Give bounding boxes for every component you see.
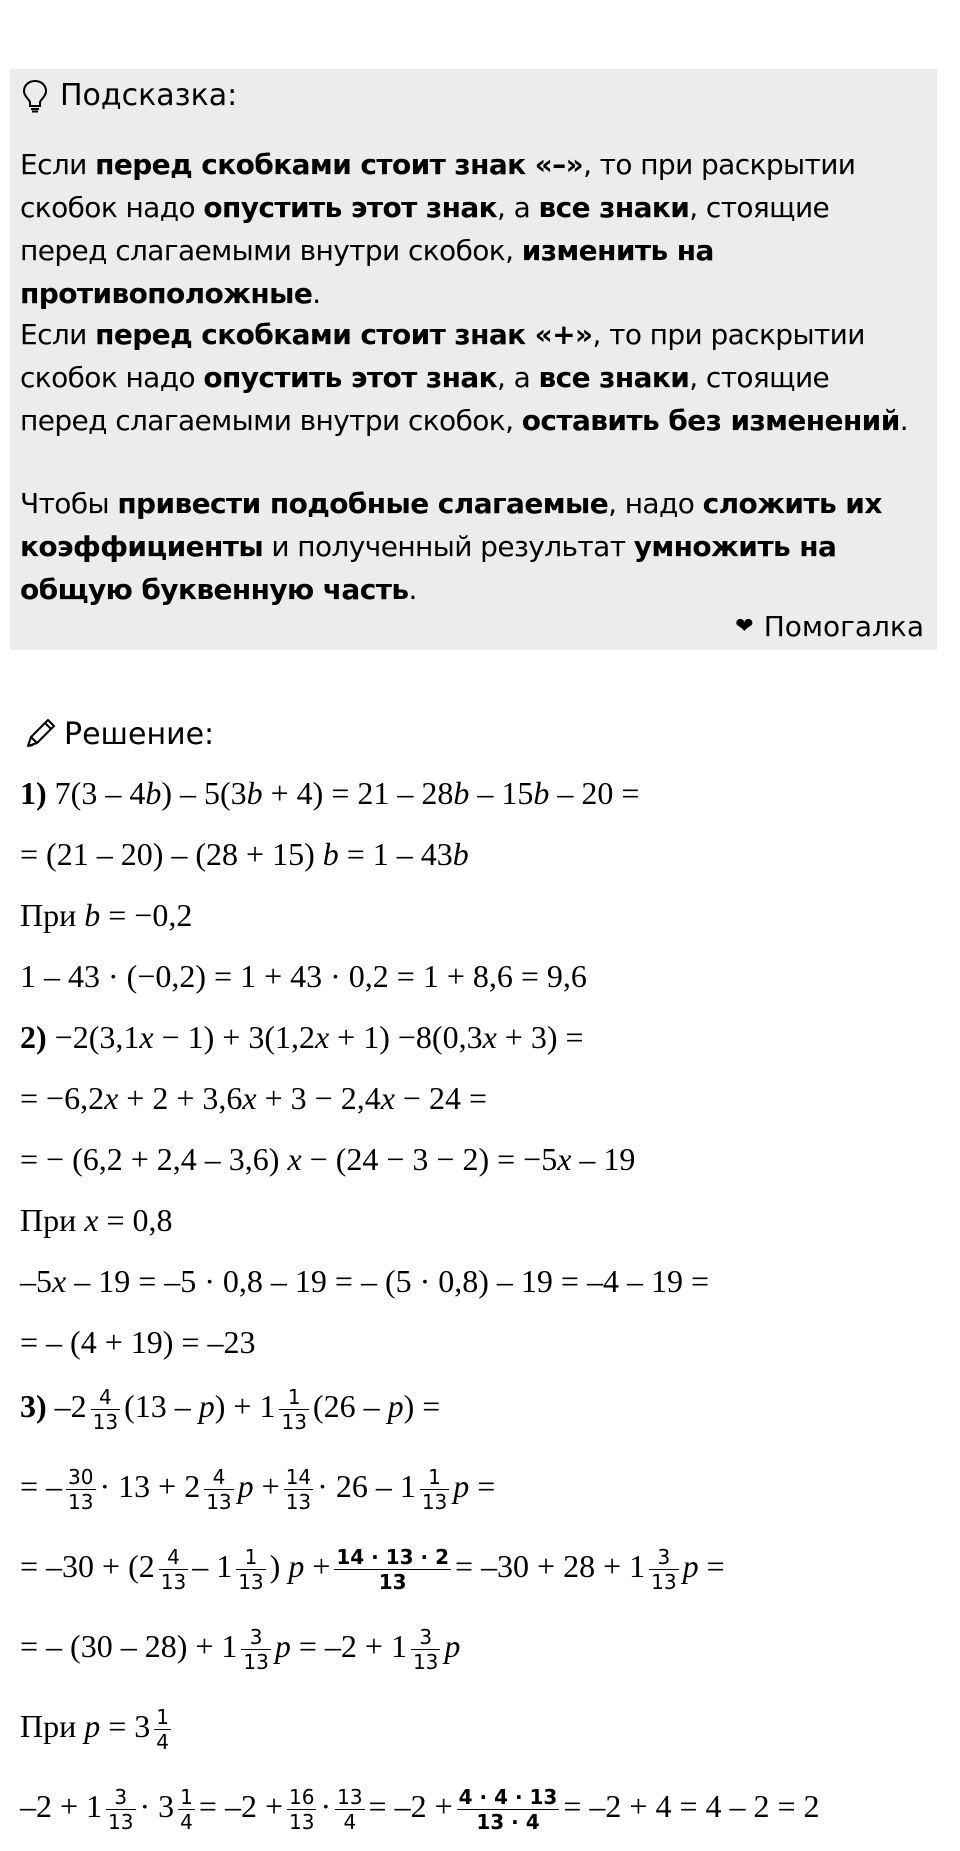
expression-text: + <box>253 1467 280 1504</box>
variable: p <box>274 1627 291 1664</box>
variable: x <box>242 1080 257 1116</box>
fraction-denominator: 13 <box>651 1570 677 1594</box>
fraction-numerator: 3 <box>106 1785 135 1810</box>
fraction-numerator: 4 · 4 · 13 <box>458 1785 558 1809</box>
variable: x <box>380 1080 395 1116</box>
variable: p <box>288 1547 305 1584</box>
fraction-numerator: 1 <box>180 1785 193 1809</box>
expression-text: = −0,2 <box>100 897 193 933</box>
expression-text: = 3 <box>100 1707 151 1744</box>
expression-text: = (21 – 20) – (28 + 15) <box>20 836 323 872</box>
step-number: 1) <box>20 775 47 811</box>
expression-text: – 19 <box>571 1141 636 1177</box>
fraction <box>241 1625 270 1674</box>
hint-text: Если <box>20 318 96 351</box>
hint-text: , стоящие перед слагаемыми внутри скобок, <box>20 361 830 437</box>
expression-text: = – <box>20 1467 63 1504</box>
variable: p <box>444 1627 461 1664</box>
fraction-numerator: 1 <box>156 1705 170 1729</box>
variable: x <box>557 1141 572 1177</box>
variable: b <box>322 836 339 872</box>
solution-line <box>20 1385 440 1434</box>
expression-text: = –2 + 4 = 4 – 2 = 2 <box>563 1787 820 1824</box>
fraction-numerator: 4 <box>204 1465 233 1490</box>
fraction-denominator: 13 · 4 <box>476 1810 540 1834</box>
expression-text: (26 – <box>312 1387 388 1424</box>
fraction <box>159 1545 188 1594</box>
fraction <box>287 1785 316 1834</box>
expression-text: = –30 + (2 <box>20 1547 155 1584</box>
fraction-denominator: 4 <box>343 1810 357 1834</box>
variable: p <box>198 1387 215 1424</box>
variable: x <box>139 1019 154 1055</box>
hint-bold-text: все знаки <box>538 191 690 224</box>
expression-text: – 1 <box>192 1547 233 1584</box>
variable: b <box>452 836 469 872</box>
expression-text: При <box>20 897 85 933</box>
expression-text: − (24 − 3 − 2) = −5 <box>301 1141 558 1177</box>
solution-line <box>20 1263 709 1300</box>
variable: x <box>52 1263 67 1299</box>
fraction-numerator: 13 <box>337 1785 363 1809</box>
solution-line <box>20 1465 495 1514</box>
fraction <box>284 1465 313 1514</box>
fraction <box>236 1545 265 1594</box>
fraction-denominator: 13 <box>285 1490 312 1514</box>
variable: p <box>453 1467 470 1504</box>
expression-text: ) = <box>403 1387 441 1424</box>
fraction-numerator: 4 <box>159 1545 188 1570</box>
step-number: 3) <box>20 1387 47 1424</box>
variable: b <box>246 775 263 811</box>
hint-bold-text: умножить на общую буквенную часть <box>20 530 837 606</box>
solution-line <box>20 958 587 995</box>
solution-line <box>20 1545 725 1594</box>
solution-line <box>20 1705 175 1754</box>
fraction-numerator: 16 <box>288 1785 315 1809</box>
expression-text: 7(3 – 4 <box>46 775 146 811</box>
fraction-denominator: 13 <box>281 1410 307 1434</box>
fraction <box>457 1785 560 1834</box>
expression-text: + 3) = <box>496 1019 584 1055</box>
expression-text: –2 <box>46 1387 87 1424</box>
fraction-numerator: 30 <box>68 1465 94 1489</box>
expression-text: При <box>20 1707 85 1744</box>
hint-bold-text: перед скобками стоит знак «+» <box>95 318 593 351</box>
solution-line <box>20 775 639 812</box>
hint-title: Подсказка: <box>60 78 238 113</box>
expression-text: · 3 <box>139 1787 175 1824</box>
credit-label: Помогалка <box>763 610 924 643</box>
hint-text: и полученный результат <box>263 530 634 563</box>
expression-text: + 4) = 21 – 28 <box>262 775 454 811</box>
expression-text: ) <box>269 1547 289 1584</box>
expression-text: ) – 5(3 <box>161 775 247 811</box>
hint-bold-text: перед скобками стоит знак «–» <box>95 148 584 181</box>
expression-text: – 20 = <box>549 775 640 811</box>
hint-bold-text: опустить этот знак <box>203 191 498 224</box>
expression-text: = –2 + 1 <box>290 1627 407 1664</box>
fraction-numerator: 3 <box>241 1625 270 1650</box>
hint-paragraph-minus <box>20 143 920 315</box>
expression-text: –2 + 1 <box>20 1787 103 1824</box>
expression-text: = – (30 – 28) + 1 <box>20 1627 238 1664</box>
expression-text: + 1) −8(0,3 <box>329 1019 483 1055</box>
hint-text: , а <box>497 361 539 394</box>
pencil-icon <box>22 716 58 752</box>
fraction <box>178 1785 195 1834</box>
fraction-numerator: 3 <box>649 1545 678 1570</box>
fraction-numerator: 14 · 13 · 2 <box>336 1545 449 1569</box>
fraction <box>106 1785 135 1834</box>
fraction <box>204 1465 233 1514</box>
expression-text: = – (4 + 19) = –23 <box>20 1324 256 1360</box>
fraction-denominator: 13 <box>68 1490 94 1514</box>
solution-line <box>20 897 192 934</box>
fraction-numerator: 1 <box>420 1465 449 1490</box>
fraction-denominator: 4 <box>156 1730 170 1754</box>
expression-text: (13 – <box>124 1387 199 1424</box>
expression-text: = −6,2 <box>20 1080 105 1116</box>
fraction-numerator: 1 <box>279 1385 308 1410</box>
expression-text: ) + 1 <box>214 1387 276 1424</box>
hint-paragraph-plus <box>20 313 920 442</box>
hint-text: , надо <box>608 487 703 520</box>
hint-text: . <box>408 573 417 606</box>
fraction-denominator: 13 <box>421 1490 448 1514</box>
fraction-denominator: 13 <box>108 1810 134 1834</box>
fraction-denominator: 13 <box>160 1570 187 1594</box>
expression-text: 1 – 43 · (−0,2) = 1 + 43 · 0,2 = 1 + 8,6 = 9,6 <box>20 958 587 994</box>
variable: p <box>84 1707 101 1744</box>
fraction-denominator: 13 <box>378 1570 407 1594</box>
fraction-denominator: 13 <box>288 1810 315 1834</box>
fraction <box>91 1385 120 1434</box>
expression-text: = 0,8 <box>98 1202 173 1238</box>
hint-text: . <box>899 404 909 437</box>
expression-text: + 3 − 2,4 <box>256 1080 381 1116</box>
expression-text: При <box>20 1202 85 1238</box>
expression-text: –5 <box>20 1263 52 1299</box>
solution-line <box>20 1202 172 1239</box>
hint-text: Если <box>20 148 96 181</box>
variable: x <box>482 1019 497 1055</box>
solution-line <box>20 1785 820 1834</box>
solution-line <box>20 1080 487 1117</box>
variable: x <box>314 1019 330 1055</box>
fraction-denominator: 4 <box>180 1810 193 1834</box>
fraction <box>420 1465 449 1514</box>
fraction <box>154 1705 171 1754</box>
expression-text: + <box>304 1547 331 1584</box>
variable: p <box>387 1387 404 1424</box>
hint-text: , стоящие перед слагаемыми внутри скобок, <box>20 191 830 267</box>
expression-text: – 15 <box>469 775 534 811</box>
solution-line <box>20 1625 460 1674</box>
expression-text: = –2 + <box>368 1787 453 1824</box>
fraction <box>334 1545 451 1594</box>
hint-text: , то при раскрытии скобок надо <box>20 148 856 224</box>
fraction <box>279 1385 308 1434</box>
expression-text: = <box>698 1547 725 1584</box>
variable: x <box>287 1141 302 1177</box>
credit <box>735 610 924 643</box>
fraction-denominator: 13 <box>412 1650 439 1674</box>
expression-text: · <box>320 1787 332 1824</box>
lightbulb-icon <box>22 79 48 113</box>
fraction-numerator: 4 <box>91 1385 120 1410</box>
variable: x <box>84 1202 99 1238</box>
expression-text: − 1) + 3(1,2 <box>153 1019 315 1055</box>
expression-text: + 2 + 3,6 <box>118 1080 243 1116</box>
fraction <box>66 1465 95 1514</box>
heart-icon: ❤ <box>735 614 754 639</box>
hint-text: . <box>312 277 321 310</box>
expression-text: = 1 – 43 <box>338 836 453 872</box>
hint-bold-text: привести подобные слагаемые <box>117 487 609 520</box>
expression-text: = –2 + <box>198 1787 283 1824</box>
hint-text: , а <box>497 191 539 224</box>
hint-header <box>22 78 237 113</box>
expression-text: − 24 = <box>394 1080 487 1116</box>
fraction-denominator: 13 <box>243 1650 269 1674</box>
solution-line <box>20 836 469 873</box>
solution-header <box>22 716 214 752</box>
variable: b <box>533 775 550 811</box>
variable: b <box>145 775 162 811</box>
hint-bold-text: оставить без изменений <box>521 404 900 437</box>
variable: p <box>682 1547 699 1584</box>
hint-bold-text: сложить их коэффициенты <box>20 487 882 563</box>
fraction <box>649 1545 678 1594</box>
expression-text: = <box>469 1467 496 1504</box>
fraction-numerator: 14 <box>285 1465 312 1489</box>
hint-bold-text: изменить на противоположные <box>20 234 714 310</box>
fraction <box>335 1785 364 1834</box>
variable: b <box>84 897 101 933</box>
fraction-numerator: 3 <box>411 1625 440 1650</box>
step-number: 2) <box>20 1019 47 1055</box>
variable: p <box>237 1467 254 1504</box>
fraction-denominator: 13 <box>92 1410 119 1434</box>
solution-line <box>20 1324 255 1361</box>
hint-text: , то при раскрытии скобок надо <box>20 318 865 394</box>
fraction-numerator: 1 <box>236 1545 265 1570</box>
expression-text: · 26 – 1 <box>317 1467 416 1504</box>
expression-text: = –30 + 28 + 1 <box>455 1547 646 1584</box>
fraction-denominator: 13 <box>206 1490 232 1514</box>
fraction-denominator: 13 <box>238 1570 264 1594</box>
solution-line <box>20 1141 635 1178</box>
expression-text: −2(3,1 <box>46 1019 140 1055</box>
fraction <box>411 1625 440 1674</box>
hint-text: Чтобы <box>20 487 118 520</box>
expression-text: · 13 + 2 <box>99 1467 201 1504</box>
solution-title: Решение: <box>64 716 215 752</box>
expression-text: – 19 = –5 · 0,8 – 19 = – (5 · 0,8) – 19 = –4 – 19 = <box>66 1263 710 1299</box>
variable: b <box>453 775 470 811</box>
hint-paragraph-like-terms <box>20 482 920 611</box>
solution-line <box>20 1019 584 1056</box>
expression-text: = − (6,2 + 2,4 – 3,6) <box>20 1141 288 1177</box>
hint-bold-text: опустить этот знак <box>203 361 498 394</box>
hint-bold-text: все знаки <box>538 361 690 394</box>
variable: x <box>104 1080 119 1116</box>
